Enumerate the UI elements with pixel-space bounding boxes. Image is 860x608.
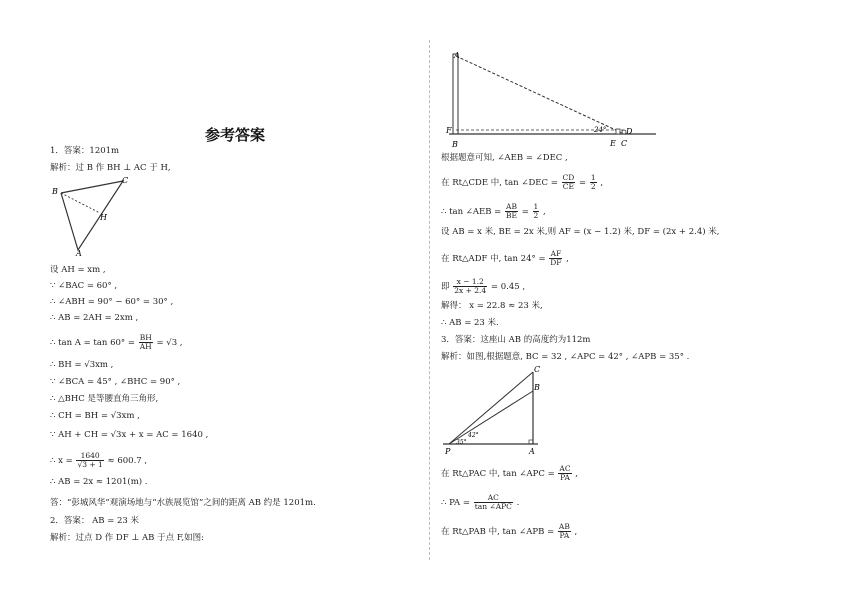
line-tan-a: ∴ tan A = tan 60° = $\frac{BH}{AH}$ = √3 ,	[50, 333, 183, 351]
line-isosceles: ∴ △BHC 是等腰直角三角形,	[50, 394, 159, 404]
fraction-x: $\frac{1640}{√3 + 1}$	[77, 451, 103, 469]
line-ab-result: ∴ AB = 2x ≈ 1201(m) .	[50, 477, 148, 487]
line-r6: 即 $\frac{x - 1.2}{2x + 2.4}$ = 0.45 ,	[441, 277, 526, 295]
fig3-angle-35: 35°	[456, 439, 467, 446]
fig1-label-h: H	[100, 213, 107, 222]
page-title: 参考答案	[204, 126, 265, 144]
line-x: ∴ x = $\frac{1640}{√3 + 1}$ ≈ 600.7 ,	[50, 451, 148, 469]
line-r8: ∴ AB = 23 米.	[441, 318, 499, 328]
line-ab: ∴ AB = 2AH = 2xm ,	[50, 313, 139, 323]
line-angle-abh: ∴ ∠ABH = 90° − 60° = 30° ,	[50, 297, 174, 307]
fig2-label-e: E	[610, 139, 616, 148]
line-r11: 在 Rt△PAB 中, tan ∠APB = $\frac{AB}{PA}$ ,	[441, 522, 578, 540]
fig2-label-f: F	[446, 126, 452, 135]
line-answer-1: 答：“彭城风华”观演场地与“水族展览馆”之间的距离 AB 约是 1201m.	[50, 498, 316, 508]
line-r7: 解得： x = 22.8 ≈ 23 米,	[441, 301, 543, 311]
fig3-angle-42: 42°	[468, 432, 479, 439]
line-sum: ∵ AH + CH = √3x + x = AC = 1640 ,	[50, 430, 209, 440]
fig3-label-a: A	[529, 447, 535, 456]
fig2-label-a: A	[454, 51, 460, 60]
fraction-bh-ah: $\frac{BH}{AH}$	[139, 333, 152, 351]
figure-mountain	[441, 364, 551, 456]
fig1-label-a: A	[76, 249, 82, 256]
fig1-label-c: C	[122, 176, 129, 185]
line-r4: 设 AB = x 米, BE = 2x 米,则 AF = (x − 1.2) 米, DF = (2x + 2.4) 米,	[441, 227, 720, 237]
figure-triangle-abc	[48, 176, 138, 256]
line-angle-bac: ∵ ∠BAC = 60° ,	[50, 281, 118, 291]
answer-2: 2．答案： AB = 23 米	[50, 516, 140, 526]
fig3-label-b: B	[534, 383, 540, 392]
line-r2: 在 Rt△CDE 中, tan ∠DEC = $\frac{CD}{CE}$ = $\frac{1}{2}$ ,	[441, 173, 604, 191]
line-bh: ∴ BH = √3xm ,	[50, 360, 114, 370]
fig3-label-p: P	[445, 447, 451, 456]
fig2-label-c: C	[621, 139, 628, 148]
column-divider	[429, 40, 430, 560]
line-ch: ∴ CH = BH = √3xm ,	[50, 411, 140, 421]
answer-2-analysis: 解析：过点 D 作 DF ⊥ AB 于点 F,如图:	[50, 533, 204, 543]
line-r3: ∴ tan ∠AEB = $\frac{AB}{BE}$ = $\frac{1}{2}$ ,	[441, 202, 546, 220]
line-r5: 在 Rt△ADF 中, tan 24° = $\frac{AF}{DF}$ ,	[441, 249, 569, 267]
line-r10: ∴ PA = $\frac{AC}{\text{tan ∠APC}}$ .	[441, 493, 520, 511]
line-r9: 在 Rt△PAC 中, tan ∠APC = $\frac{AC}{PA}$ ,	[441, 464, 578, 482]
answer-1: 1．答案：1201m	[50, 146, 120, 156]
line-r1: 根据题意可知, ∠AEB = ∠DEC ,	[441, 153, 568, 163]
fig3-label-c: C	[534, 365, 541, 374]
line-set-ah: 设 AH = xm ,	[50, 265, 106, 275]
fig2-label-d: D	[626, 127, 633, 136]
fig2-angle: 24°	[594, 126, 607, 134]
fig2-label-b: B	[452, 140, 458, 149]
answer-1-analysis: 解析：过 B 作 BH ⊥ AC 于 H,	[50, 163, 171, 173]
answer-3-analysis: 解析：如图,根据题意, BC = 32 , ∠APC = 42° , ∠APB = 35° .	[441, 352, 690, 362]
line-angle-bca: ∵ ∠BCA = 45° , ∠BHC = 90° ,	[50, 377, 181, 387]
answer-3: 3．答案：这座山 AB 的高度约为112m	[441, 335, 591, 345]
fig1-label-b: B	[52, 187, 58, 196]
figure-shadow-diagram	[444, 50, 666, 152]
